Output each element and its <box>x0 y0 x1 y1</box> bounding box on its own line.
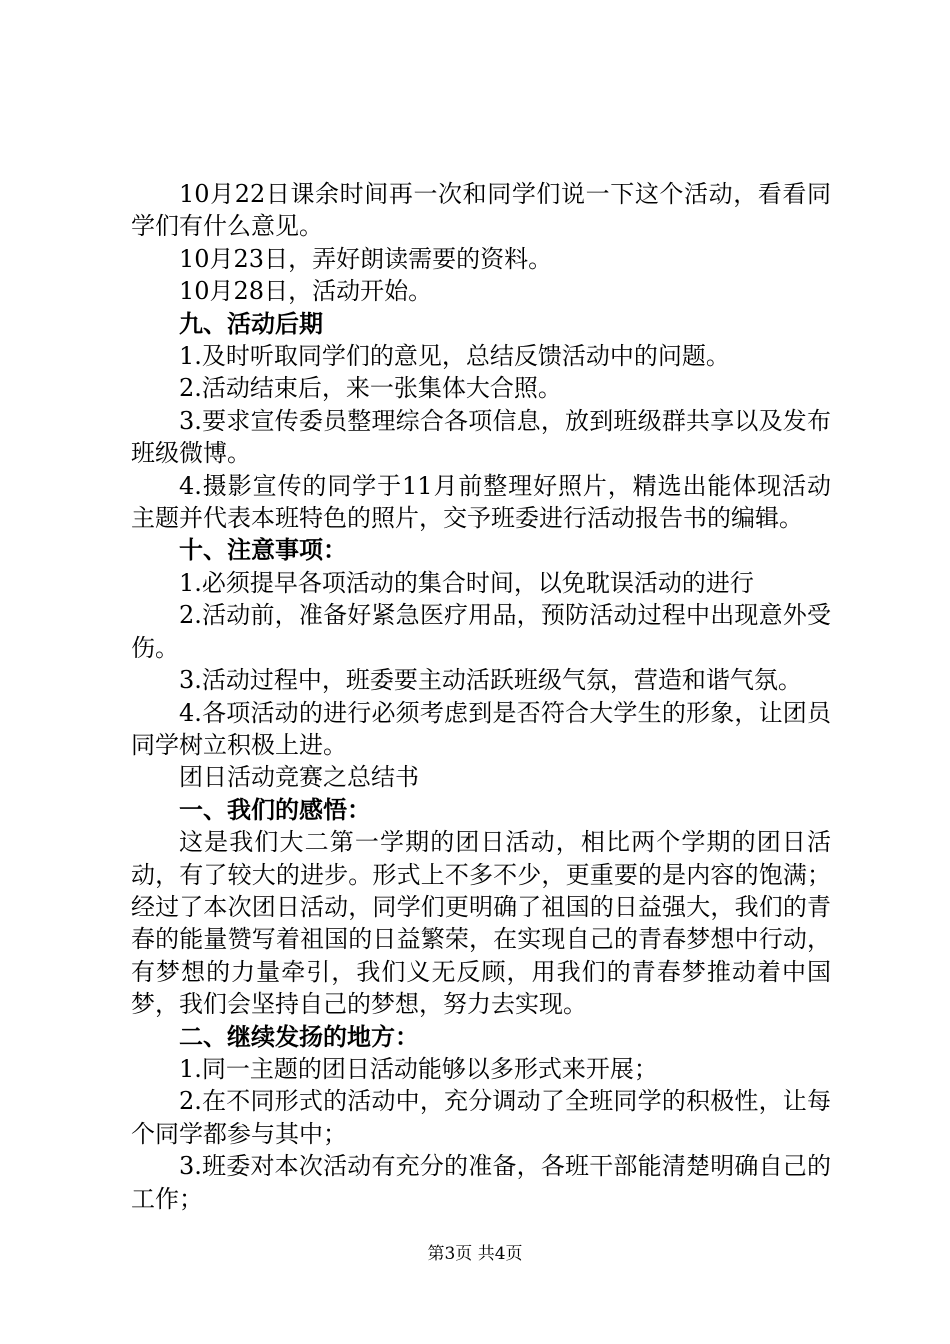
paragraph: 1.同一主题的团日活动能够以多形式来开展； <box>179 1054 658 1083</box>
paragraph: 10月22日课余时间再一次和同学们说一下这个活动，看看同学们有什么意见。 <box>131 180 831 241</box>
paragraph: 4.摄影宣传的同学于11月前整理好照片，精选出能体现活动主题并代表本班特色的照片，交予班委进行活动报告书的编辑。 <box>131 471 831 533</box>
document-body <box>131 178 831 1215</box>
paragraph: 1.必须提早各项活动的集合时间，以免耽误活动的进行 <box>179 568 754 597</box>
page-footer: 第3页 共4页 <box>427 1244 523 1264</box>
section-heading: 二、继续发扬的地方： <box>179 1022 419 1051</box>
paragraph: 1.及时听取同学们的意见，总结反馈活动中的问题。 <box>179 342 730 371</box>
paragraph: 4.各项活动的进行必须考虑到是否符合大学生的形象，让团员同学树立积极上进。 <box>131 698 831 759</box>
paragraph: 3.要求宣传委员整理综合各项信息，放到班级群共享以及发布班级微博。 <box>131 406 831 468</box>
paragraph: 3.班委对本次活动有充分的准备，各班干部能清楚明确自己的工作； <box>131 1152 831 1213</box>
paragraph: 这是我们大二第一学期的团日活动，相比两个学期的团日活动，有了较大的进步。形式上不多不少，更重要的是内容的饱满；经过了本次团日活动，同学们更明确了祖国的日益强大，我们的青春的能量赞写着祖国的日益繁荣，在实现自己的青春梦想中行动，有梦想的力量牵引，我们义无反顾，用我们的青春梦推动着中国梦，我们会坚持自己的梦想，努力去实现。 <box>131 828 831 1019</box>
paragraph: 10月23日，弄好朗读需要的资料。 <box>179 244 553 273</box>
paragraph: 3.活动过程中，班委要主动活跃班级气氛，营造和谐气氛。 <box>179 666 802 695</box>
section-heading: 十、注意事项： <box>179 536 347 565</box>
paragraph: 2.活动前，准备好紧急医疗用品，预防活动过程中出现意外受伤。 <box>131 601 831 662</box>
paragraph: 团日活动竞赛之总结书 <box>179 763 419 792</box>
paragraph: 10月28日，活动开始。 <box>179 277 433 306</box>
section-heading: 一、我们的感悟： <box>179 795 371 824</box>
paragraph: 2.活动结束后，来一张集体大合照。 <box>179 374 562 403</box>
section-heading: 九、活动后期 <box>179 309 323 338</box>
paragraph: 2.在不同形式的活动中，充分调动了全班同学的积极性，让每个同学都参与其中； <box>131 1087 831 1148</box>
